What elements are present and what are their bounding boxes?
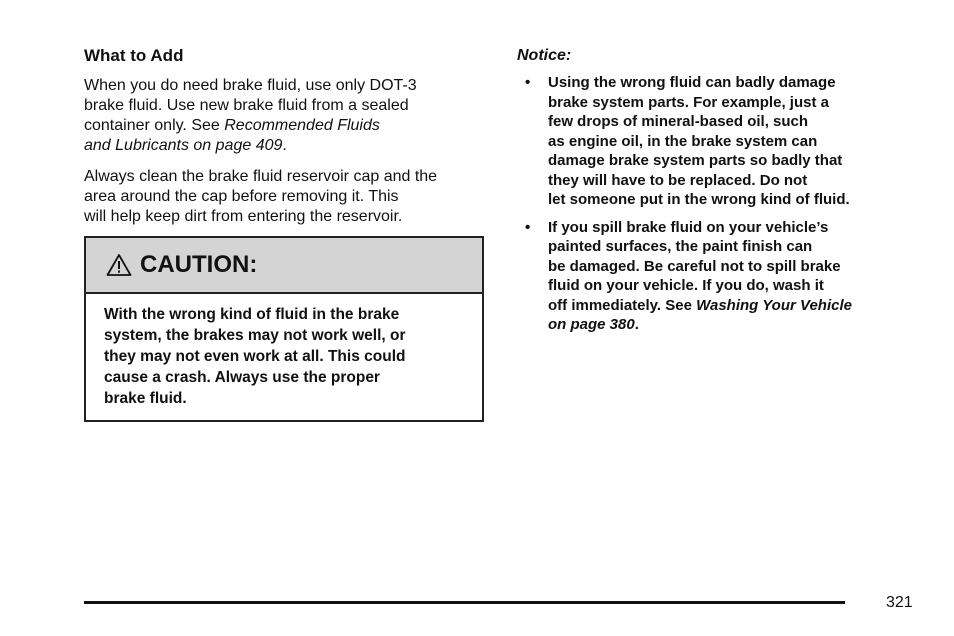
bullet-text [548,73,917,210]
bullet-dot-icon: • [525,218,531,236]
notice-bullet-wrong-fluid [517,73,917,210]
paragraph-brake-fluid-type [84,76,486,156]
bullet-line: brake system parts. For example, just a [548,93,829,111]
footer-rule [84,601,845,604]
cross-reference-link[interactable]: on page 380 [548,316,635,333]
bullet-line: as engine oil, in the brake system can [548,132,818,150]
bullet-line: be damaged. Be careful not to spill brake [548,257,841,275]
page-number: 321 [886,594,913,611]
paragraph-line: When you do need brake fluid, use only DOT-3 [84,77,417,94]
cross-reference-link[interactable]: and Lubricants on page 409 [84,137,283,154]
cross-reference-link[interactable]: Washing Your Vehicle [696,296,852,314]
caution-line: they may not even work at all. This could [104,348,406,365]
bullet-line: painted surfaces, the paint finish can [548,238,813,255]
caution-line: system, the brakes may not work well, or [104,327,406,344]
paragraph-line: . [282,137,287,154]
warning-triangle-icon [106,253,132,277]
paragraph-line: container only. See [84,117,220,134]
bullet-line: they will have to be replaced. Do not [548,171,808,189]
paragraph-line: area around the cap before removing it. This [84,188,399,205]
caution-text [86,294,482,409]
notice-bullet-spill [517,218,917,335]
caution-line: brake fluid. [104,390,187,407]
caution-box [84,236,484,422]
bullet-line: . [634,316,639,333]
bullet-line: damage brake system parts so badly that [548,152,843,169]
bullet-line: If you spill brake fluid on your vehicle’s [548,218,829,236]
paragraph-line: brake fluid. Use new brake fluid from a sealed [84,97,409,114]
paragraph-line: will help keep dirt from entering the reservoir. [84,208,403,225]
caution-line: With the wrong kind of fluid in the brake [104,306,400,323]
paragraph-clean-cap [84,167,486,227]
caution-title: CAUTION: [140,251,258,278]
bullet-line: Using the wrong fluid can badly damage [548,74,836,91]
left-column [84,45,486,238]
caution-line: cause a crash. Always use the proper [104,369,380,386]
right-column [517,45,917,343]
cross-reference-link[interactable]: Recommended Fluids [224,117,380,134]
bullet-text [548,218,917,335]
section-heading: What to Add [84,46,184,65]
caution-header [86,238,482,294]
bullet-dot-icon: • [525,74,531,91]
bullet-line: off immediately. See [548,296,692,314]
notice-title: Notice: [517,47,572,64]
bullet-line: fluid on your vehicle. If you do, wash it [548,277,824,294]
paragraph-line: Always clean the brake fluid reservoir cap and the [84,168,438,185]
bullet-line: few drops of mineral-based oil, such [548,113,809,130]
bullet-line: let someone put in the wrong kind of fluid. [548,191,850,208]
